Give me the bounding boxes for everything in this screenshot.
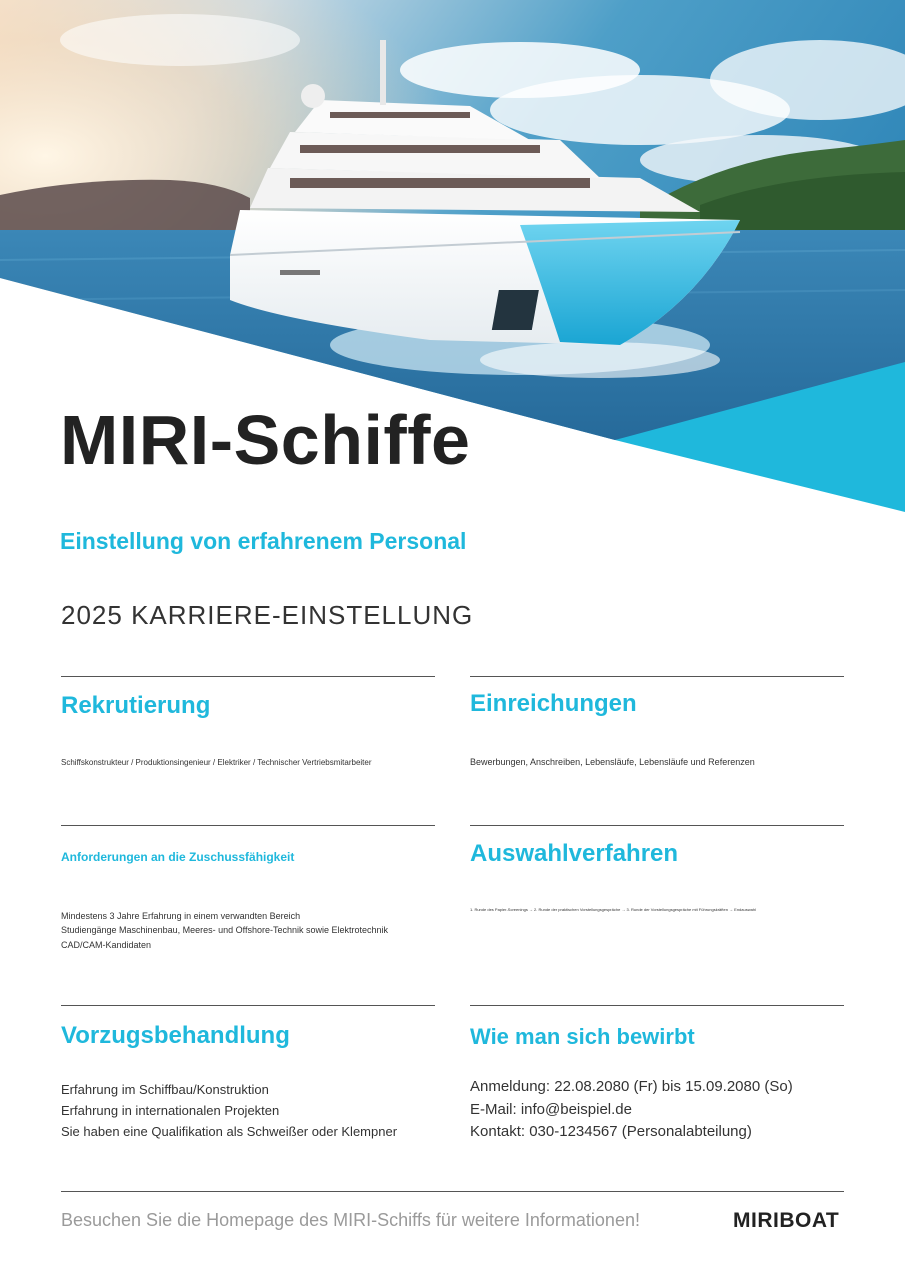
section-heading-submissions: Einreichungen (470, 690, 637, 717)
divider (470, 825, 844, 826)
divider (61, 676, 435, 677)
divider (470, 676, 844, 677)
section-text-selection: 1. Runde des Papier-Screenings → 2. Runde der praktischen Vorstellungsgespräche → 3. Runde der Vorstellungsgespräche mit Führungskräften → Endauswahl (470, 907, 756, 912)
section-heading-recruitment: Rekrutierung (61, 692, 211, 719)
footer-divider (61, 1191, 844, 1192)
brand-logo: MIRIBOAT (733, 1209, 840, 1232)
section-text-submissions: Bewerbungen, Anschreiben, Lebensläufe, Lebensläufe und Referenzen (470, 757, 755, 767)
subtitle: Einstellung von erfahrenem Personal (60, 528, 467, 554)
section-heading-selection: Auswahlverfahren (470, 840, 679, 867)
divider (61, 825, 435, 826)
section-text-apply: Anmeldung: 22.08.2080 (Fr) bis 15.09.2080 (So) E-Mail: info@beispiel.de Kontakt: 030-1234567 (Personalabteilung) (470, 1078, 793, 1140)
page-title: MIRI-Schiffe (60, 401, 471, 479)
section-heading-apply: Wie man sich bewirbt (470, 1024, 695, 1049)
section-text-recruitment: Schiffskonstrukteur / Produktionsingenieur / Elektriker / Technischer Vertriebsmitarbeiter (61, 758, 372, 767)
section-heading-requirements: Anforderungen an die Zuschussfähigkeit (61, 850, 295, 864)
section-text-preference: Erfahrung im Schiffbau/Konstruktion Erfahrung in internationalen Projekten Sie haben eine Qualifikation als Schweißer oder Klempner (61, 1082, 398, 1139)
section-text-requirements: Mindestens 3 Jahre Erfahrung in einem verwandten Bereich Studiengänge Maschinenbau, Meeres- und Offshore-Technik sowie Elektrotechnik CAD/CAM-Kandidaten (61, 911, 389, 950)
career-heading: 2025 KARRIERE-EINSTELLUNG (61, 600, 474, 630)
divider (470, 1005, 844, 1006)
section-heading-preference: Vorzugsbehandlung (61, 1022, 290, 1049)
footer-text: Besuchen Sie die Homepage des MIRI-Schiffs für weitere Informationen! (61, 1210, 640, 1230)
divider (61, 1005, 435, 1006)
